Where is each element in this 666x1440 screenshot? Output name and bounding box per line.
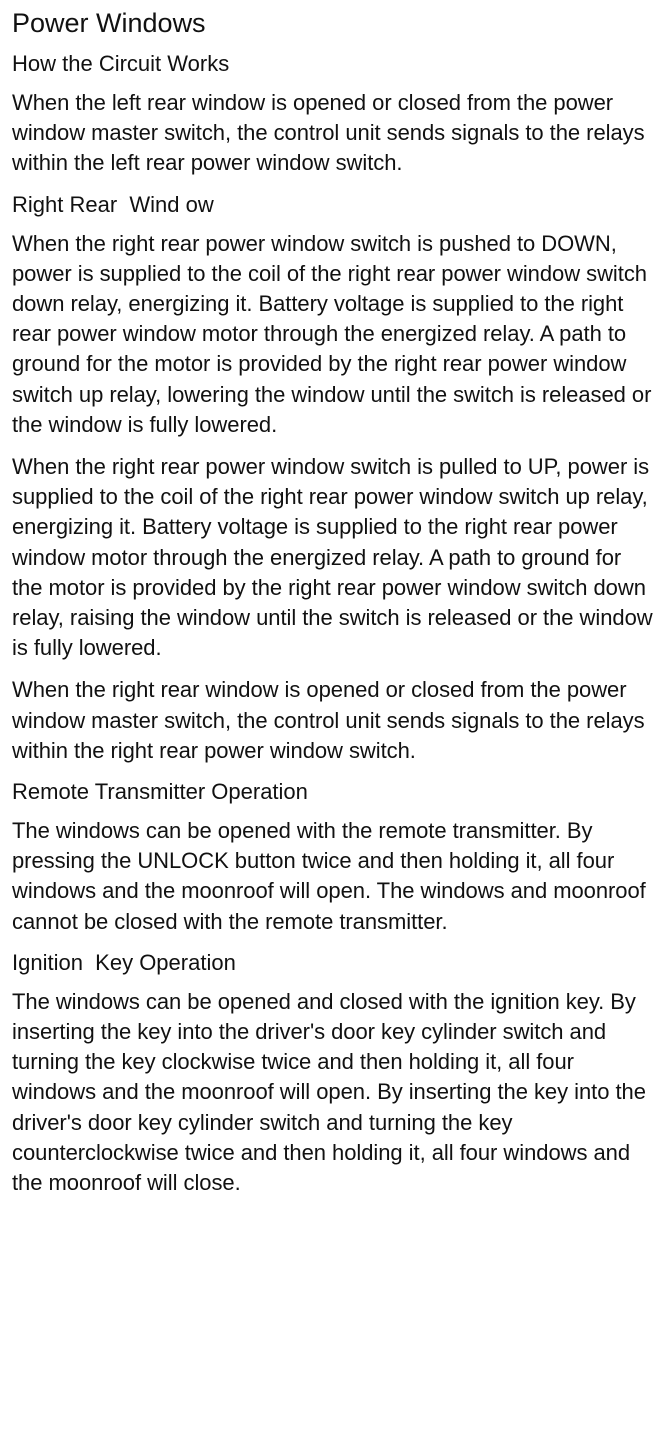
section-heading: Ignition Key Operation: [12, 949, 236, 975]
paragraph: The windows can be opened and closed with the ignition key. By inserting the key into the driver's door key cylinder switch and turning the key clockwise twice and then holding it, all four windows and the moonroof will open. By inserting the key into the driver's door key cylinder switch and turning the key counterclockwise twice and then holding it, all four windows and the moonroof will close.: [12, 988, 646, 1196]
paragraph: The windows can be opened with the remote transmitter. By pressing the UNLOCK button twice and then holding it, all four windows and the moonroof will open. The windows and moonroof cannot be closed with the remote transmitter.: [12, 818, 646, 934]
section-heading: Right Rear Wind ow: [12, 191, 214, 217]
paragraph: When the right rear window is opened or closed from the power window master switch, the control unit sends signals to the relays within the right rear power window switch.: [12, 677, 645, 763]
section-heading: How the Circuit Works: [12, 51, 230, 76]
section-heading: Remote Transmitter Operation: [12, 779, 308, 805]
section-ignition-key: [12, 949, 654, 1198]
section-right-rear-window: [12, 191, 654, 766]
section-remote-transmitter: [12, 778, 654, 937]
paragraph: When the right rear power window switch is pulled to UP, power is supplied to the coil of the right rear power window switch up relay, energizing it. Battery voltage is supplied to the right rear power window motor through the energized relay. A path to ground for the motor is provided by the right rear power window switch down relay, raising the window until the switch is released or the window is fully lowered.: [12, 454, 653, 661]
paragraph: When the left rear window is opened or closed from the power window master switch, the control unit sends signals to the relays within the left rear power window switch.: [12, 90, 645, 176]
page-title: Power Windows: [12, 8, 206, 38]
section-how-circuit-works: [12, 50, 654, 179]
paragraph: When the right rear power window switch is pushed to DOWN, power is supplied to the coil of the right rear power window switch down relay, energizing it. Battery voltage is supplied to the right rear power window motor through the energized relay. A path to ground for the motor is provided by the right rear power window switch up relay, lowering the window until the switch is released or the window is fully lowered.: [12, 230, 652, 437]
